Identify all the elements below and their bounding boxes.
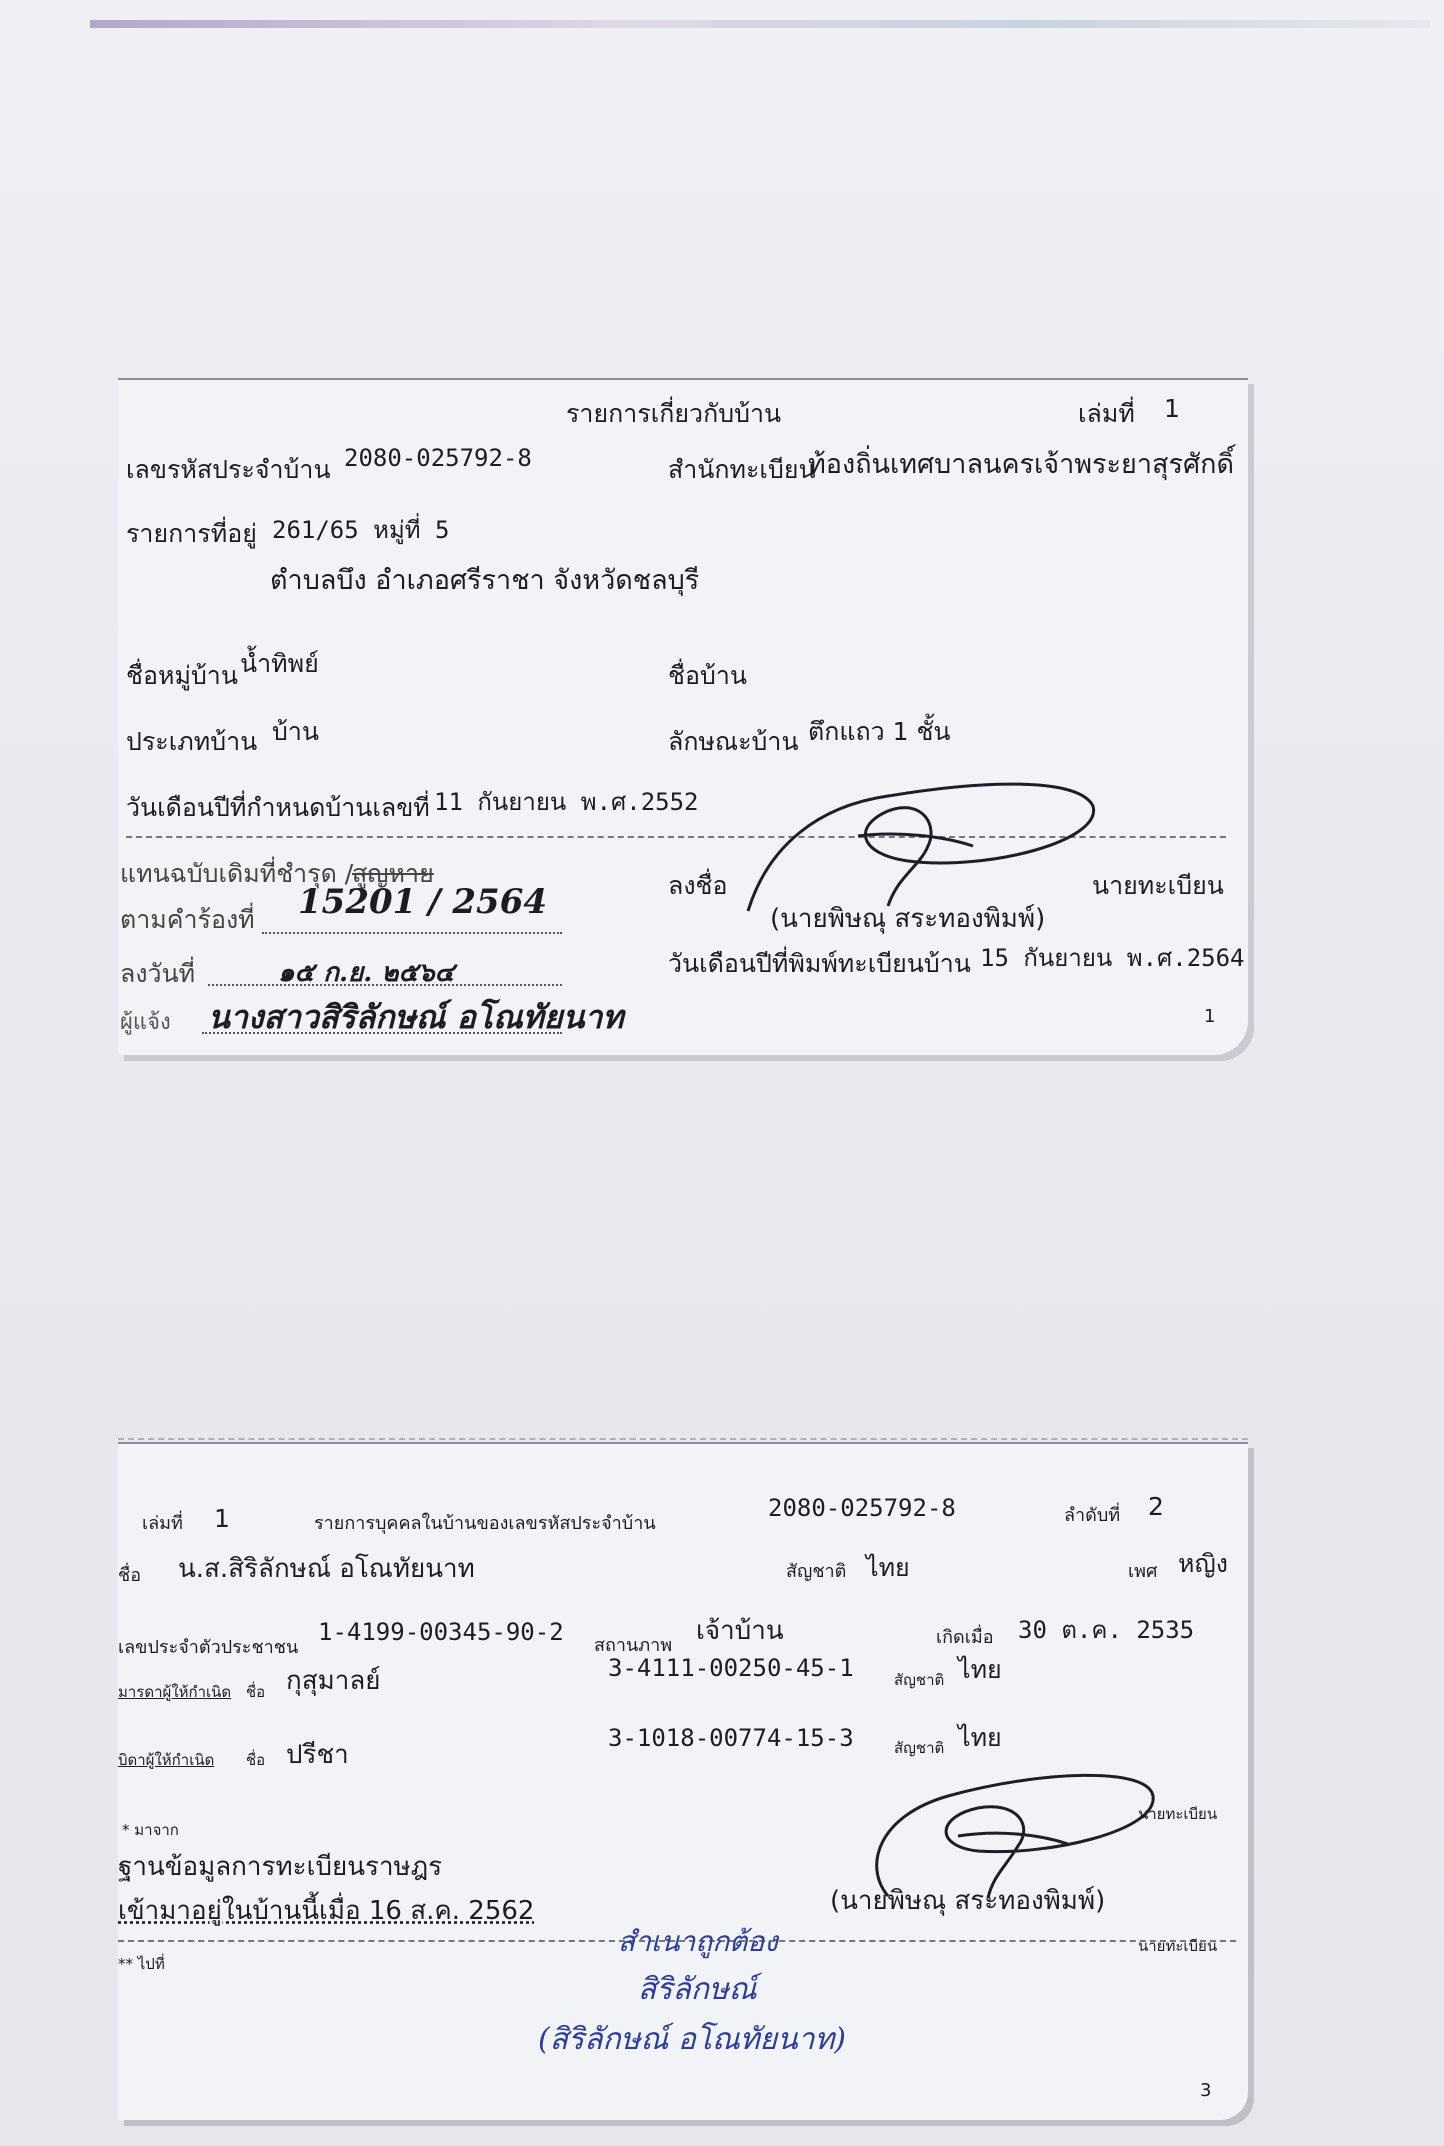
certify-line1: สำเนาถูกต้อง: [618, 1925, 778, 1958]
house-type-label: ประเภทบ้าน: [126, 727, 258, 756]
from-label: * มาจาก: [122, 1821, 179, 1839]
replace-struck: สูญหาย: [352, 859, 434, 888]
mother-label: มารดาผู้ให้กำเนิด: [118, 1683, 232, 1701]
registrar-signature: [738, 766, 1108, 916]
registrar-title-2: นายทะเบียน: [1138, 1937, 1218, 1955]
certify-signature: สิริลักษณ์: [638, 1972, 757, 2007]
house-style: ตึกแถว 1 ชั้น: [808, 717, 951, 746]
name-label: ชื่อ: [118, 1565, 142, 1586]
date-label: ลงวันที่: [120, 959, 196, 988]
village-name: น้ำทิพย์: [240, 649, 319, 678]
order-number: 2: [1148, 1492, 1164, 1521]
assigned-date: 11 กันยายน พ.ศ.2552: [434, 788, 699, 816]
father-name-label: ชื่อ: [246, 1751, 266, 1769]
sex: หญิง: [1178, 1549, 1228, 1578]
father-nationality-label: สัญชาติ: [894, 1739, 945, 1757]
born-label: เกิดเมื่อ: [936, 1627, 994, 1648]
print-date: 15 กันยายน พ.ศ.2564: [980, 944, 1245, 972]
from-value: ฐานข้อมูลการทะเบียนราษฎร: [118, 1852, 443, 1882]
nationality: ไทย: [866, 1553, 910, 1582]
person-info-card: [118, 1442, 1248, 2120]
request-dotline: [262, 932, 562, 934]
mother-id: 3-4111-00250-45-1: [608, 1654, 854, 1682]
date-value: ๑๕ ก.ย. ๒๕๖๔: [278, 958, 455, 988]
father-nationality: ไทย: [958, 1723, 1002, 1752]
village-label: ชื่อหมู่บ้าน: [126, 661, 238, 690]
status-label: สถานภาพ: [594, 1635, 673, 1656]
book-label: เล่มที่: [142, 1513, 183, 1534]
page-number: 3: [1200, 2080, 1212, 2101]
address-label: รายการที่อยู่: [126, 519, 257, 548]
sign-label: ลงชื่อ: [668, 871, 728, 900]
id-label: เลขประจำตัวประชาชน: [118, 1637, 299, 1658]
person-list-label: รายการบุคคลในบ้านของเลขรหัสประจำบ้าน: [314, 1513, 656, 1534]
cut-line: [118, 1438, 1248, 1440]
id-number: 1-4199-00345-90-2: [318, 1618, 564, 1646]
house-style-label: ลักษณะบ้าน: [668, 727, 799, 756]
mother-nationality-label: สัญชาติ: [894, 1671, 945, 1689]
informant-label: ผู้แจ้ง: [120, 1010, 171, 1035]
registrar-name: (นายพิษณุ สระทองพิมพ์): [830, 1886, 1106, 1916]
house-name-label: ชื่อบ้าน: [668, 661, 747, 690]
sex-label: เพศ: [1128, 1561, 1158, 1582]
mother-name-label: ชื่อ: [246, 1683, 266, 1701]
born-date: 30 ต.ค. 2535: [1018, 1616, 1195, 1644]
registrar-title: นายทะเบียน: [1092, 871, 1224, 900]
book-number: 1: [214, 1504, 230, 1533]
scan-edge-mark: [90, 20, 1430, 28]
address-line1: 261/65 หมู่ที่ 5: [272, 516, 450, 544]
father-label: บิดาผู้ให้กำเนิด: [118, 1751, 215, 1769]
page-number: 1: [1204, 1006, 1216, 1027]
order-label: ลำดับที่: [1064, 1505, 1121, 1526]
nationality-label: สัญชาติ: [786, 1561, 847, 1582]
father-name: ปรีชา: [286, 1740, 349, 1770]
house-code: 2080-025792-8: [768, 1494, 956, 1522]
father-id: 3-1018-00774-15-3: [608, 1724, 854, 1752]
registrar-title-1: นายทะเบียน: [1138, 1805, 1218, 1823]
moved-in: เข้ามาอยู่ในบ้านนี้เมื่อ 16 ส.ค. 2562: [118, 1896, 535, 1926]
book-label: เล่มที่: [1078, 399, 1135, 428]
house-type: บ้าน: [272, 717, 319, 746]
certify-line3: (สิริลักษณ์ อโณทัยนาท): [538, 2022, 846, 2057]
status: เจ้าบ้าน: [696, 1616, 784, 1646]
card-title: รายการเกี่ยวกับบ้าน: [566, 399, 782, 428]
house-code-label: เลขรหัสประจำบ้าน: [126, 455, 331, 484]
registrar-name: (นายพิษณุ สระทองพิมพ์): [770, 904, 1046, 934]
print-date-label: วันเดือนปีที่พิมพ์ทะเบียนบ้าน: [668, 949, 971, 978]
assigned-date-label: วันเดือนปีที่กำหนดบ้านเลขที่: [126, 793, 430, 822]
mother-nationality: ไทย: [958, 1655, 1002, 1684]
house-info-card: [118, 378, 1248, 1055]
registrar-office: ท้องถิ่นเทศบาลนครเจ้าพระยาสุรศักดิ์: [808, 449, 1235, 480]
request-number: 15201 / 2564: [298, 882, 548, 922]
person-name: น.ส.สิริลักษณ์ อโณทัยนาท: [178, 1554, 475, 1584]
request-label: ตามคำร้องที่: [120, 905, 255, 934]
book-number: 1: [1164, 394, 1180, 423]
replace-label: แทนฉบับเดิมที่ชำรุด /: [120, 859, 354, 888]
mother-name: กุสุมาลย์: [286, 1666, 381, 1696]
to-label: ** ไปที่: [118, 1955, 165, 1973]
house-code: 2080-025792-8: [344, 444, 532, 472]
informant-name: นางสาวสิริลักษณ์ อโณทัยนาท: [208, 998, 624, 1036]
registrar-office-label: สำนักทะเบียน: [668, 455, 816, 484]
address-line2: ตำบลบึง อำเภอศรีราชา จังหวัดชลบุรี: [270, 565, 700, 596]
